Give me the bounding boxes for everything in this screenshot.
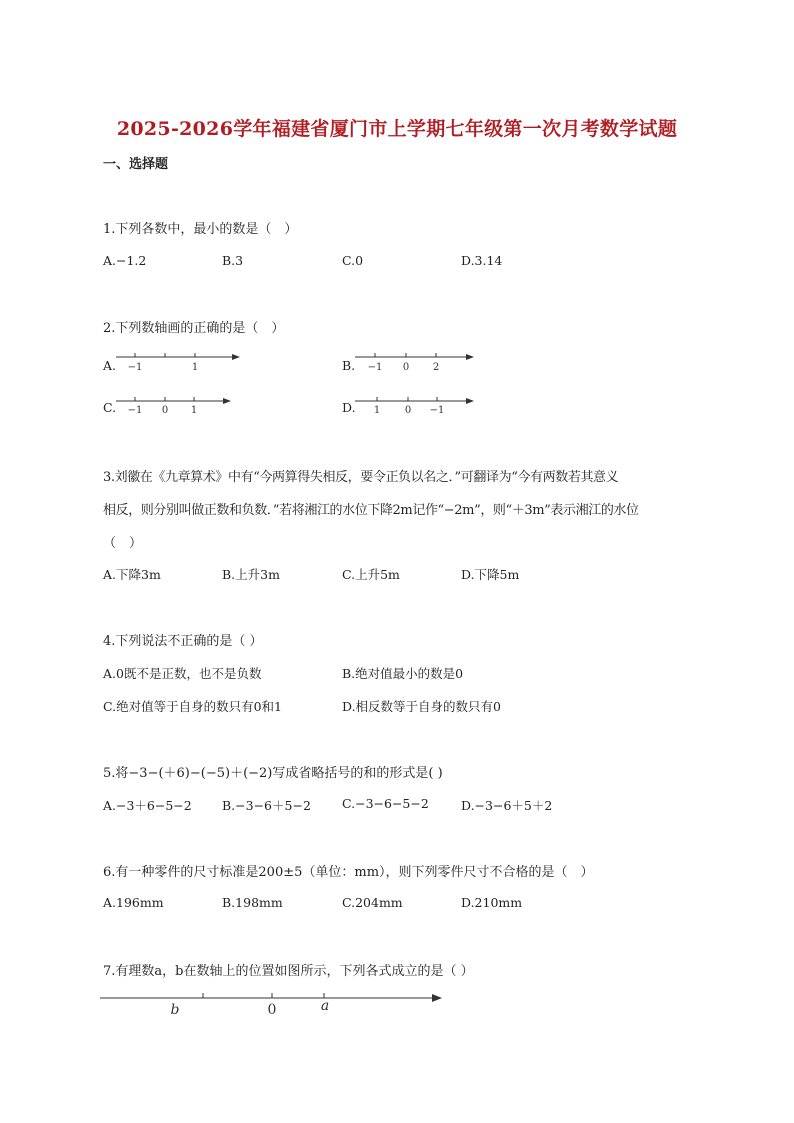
question-2-option-d-label: D.: [342, 400, 356, 415]
question-2-option-b-label: B.: [342, 358, 356, 373]
question-5-option-a: A.−3＋6−5−2: [103, 798, 192, 813]
question-6-option-c: C.204mm: [342, 895, 403, 910]
question-3-line-1: 3.刘徽在《九章算术》中有“今两算得失相反，要令正负以名之．”可翻译为“今有两数若其意义: [103, 470, 619, 485]
question-2-option-a-label: A.: [103, 358, 117, 373]
question-2-number-line-b: [355, 349, 480, 375]
tick-label: 0: [402, 362, 410, 373]
question-6-option-d: D.210mm: [461, 895, 523, 910]
tick-label: −1: [127, 405, 143, 416]
tick-label: −1: [127, 362, 143, 373]
tick-label: 2: [432, 362, 440, 373]
question-7-stem: 7.有理数a，b在数轴上的位置如图所示，下列各式成立的是（ ）: [103, 964, 474, 979]
question-7-number-line: [100, 988, 450, 1018]
question-2-number-line-c: [116, 393, 241, 419]
question-6-stem: 6.有一种零件的尺寸标准是200±5（单位：mm），则下列零件尺寸不合格的是（ ）: [103, 865, 594, 880]
question-2-number-line-d: [355, 393, 480, 419]
tick-label: 0: [161, 405, 169, 416]
tick-label: 1: [191, 362, 199, 373]
question-3-option-a: A.下降3m: [103, 567, 161, 582]
question-3-option-d: D.下降5m: [461, 567, 520, 582]
question-1-stem: 1.下列各数中，最小的数是（ ）: [103, 222, 298, 237]
question-4-option-d: D.相反数等于自身的数只有0: [342, 699, 502, 714]
question-3-option-c: C.上升5m: [342, 567, 400, 582]
question-6-option-b: B.198mm: [222, 895, 283, 910]
question-2-number-line-a: [116, 349, 241, 375]
page-title: 2025-2026学年福建省厦门市上学期七年级第一次月考数学试题: [116, 118, 678, 140]
question-4-option-b: B.绝对值最小的数是0: [342, 666, 464, 681]
question-5-option-c: C.−3−6−5−2: [342, 796, 429, 811]
question-3-line-2: 相反，则分别叫做正数和负数．”若将湘江的水位下降2m记作“−2m”，则“＋3m”表示湘江的水位: [103, 503, 639, 518]
tick-label: −1: [429, 405, 445, 416]
question-3-option-b: B.上升3m: [222, 567, 280, 582]
question-5-stem: 5.将−3−(＋6)−(−5)＋(−2)写成省略括号的和的形式是( ): [103, 766, 443, 781]
question-1-option-b: B.3: [222, 253, 244, 268]
question-4-option-c: C.绝对值等于自身的数只有0和1: [103, 699, 282, 714]
question-2-option-c-label: C.: [103, 400, 117, 415]
question-2-stem: 2.下列数轴画的正确的是（ ）: [103, 321, 285, 336]
tick-label: 1: [373, 405, 381, 416]
question-4-option-a: A.0既不是正数，也不是负数: [103, 666, 262, 681]
question-1-option-c: C.0: [342, 253, 364, 268]
question-5-option-d: D.−3−6＋5＋2: [461, 798, 553, 813]
question-4-stem: 4.下列说法不正确的是（ ）: [103, 634, 263, 649]
axis-label-b: b: [170, 1002, 180, 1018]
question-5-option-b: B.−3−6＋5−2: [222, 798, 311, 813]
axis-label-zero: 0: [267, 1002, 277, 1018]
question-3-line-3: （ ）: [103, 536, 143, 551]
axis-label-a: a: [320, 998, 330, 1014]
question-1-option-a: A.−1.2: [103, 253, 147, 268]
tick-label: 0: [404, 405, 412, 416]
section-heading: 一、选择题: [103, 157, 169, 172]
tick-label: 1: [190, 405, 198, 416]
tick-label: −1: [367, 362, 383, 373]
question-1-option-d: D.3.14: [461, 253, 503, 268]
question-6-option-a: A.196mm: [103, 895, 164, 910]
